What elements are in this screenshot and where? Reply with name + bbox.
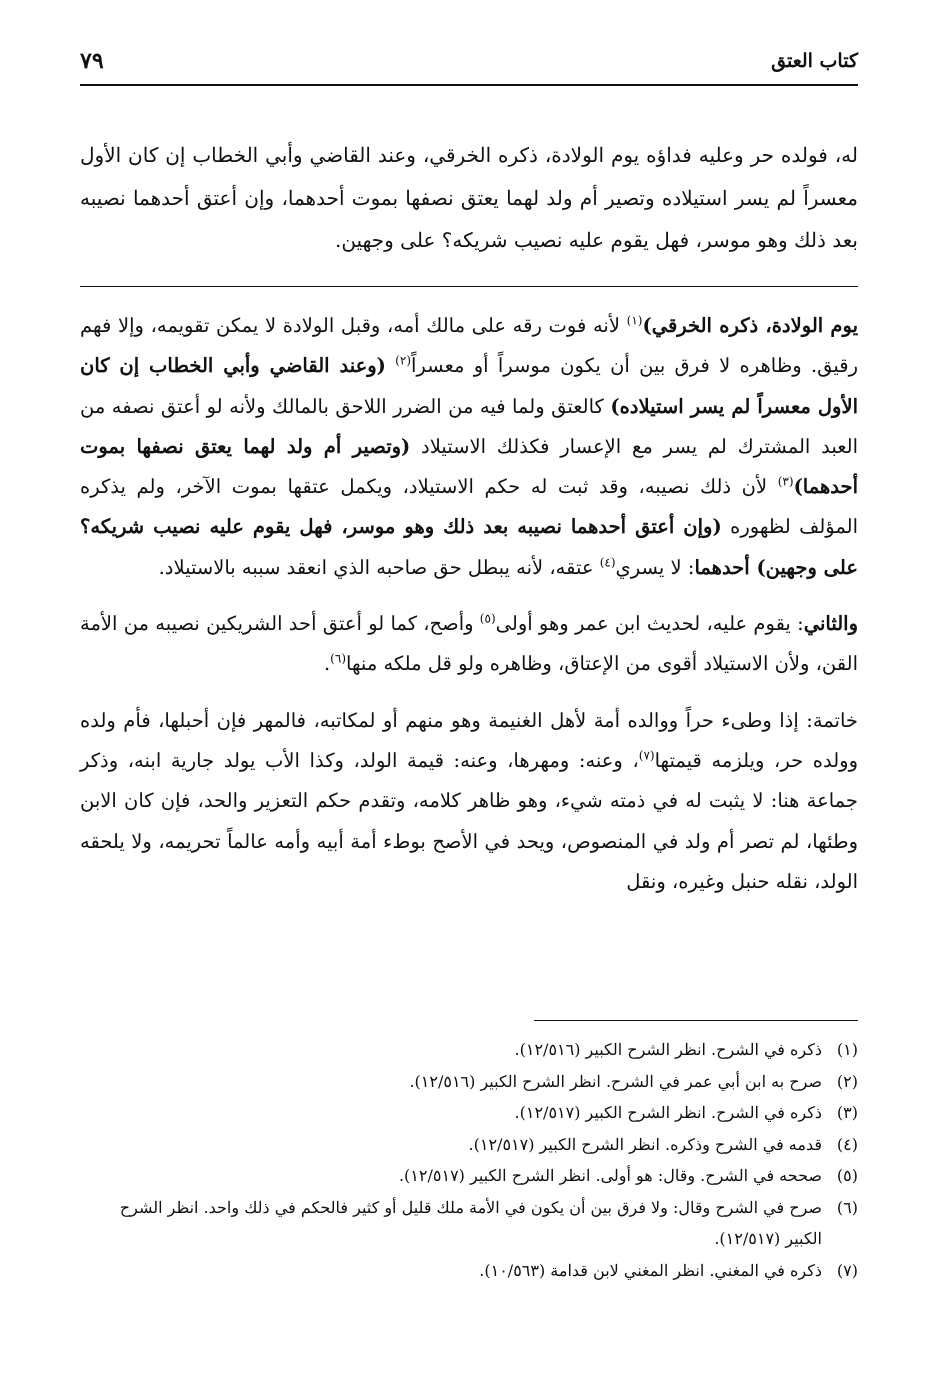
- commentary-text: : يقوم عليه، لحديث ابن عمر وهو أولى: [495, 612, 804, 636]
- commentary-text: لأن ذلك نصيبه، وقد ثبت له حكم الاستيلاد، ويكمل عتقها بموت الآخر، ولم يذكره المؤلف لظهوره: [80, 475, 858, 539]
- commentary-paragraph-1: [80, 306, 858, 588]
- footnote-text: ذكره في الشرح. انظر الشرح الكبير (١٢/٥١٧).: [514, 1103, 822, 1122]
- footnote-number: (٣): [836, 1103, 858, 1122]
- commentary-text: كالعتق ولما فيه من الضرر اللاحق بالمالك ولأنه لو أعتق نصفه من العبد المشترك لم يسر مع الإعسار فكذلك الاستيلاد: [80, 394, 858, 458]
- footnote-ref[interactable]: (٥): [479, 611, 496, 626]
- footnote-text: صرح به ابن أبي عمر في الشرح. انظر الشرح الكبير (١٢/٥١٦).: [409, 1071, 822, 1091]
- running-header: [80, 38, 858, 86]
- quoted-matn: (وعند القاضي وأبي الخطاب إن كان الأول معسراً لم يسر استيلاده): [80, 354, 858, 418]
- footnote-ref[interactable]: (٦): [330, 651, 346, 666]
- footnote-text: ذكره في المغني. انظر المغني لابن قدامة (١٠/٥٦٣).: [479, 1260, 822, 1280]
- footnote-text: صححه في الشرح. وقال: هو أولى. انظر الشرح الكبير (١٢/٥١٧).: [398, 1166, 822, 1185]
- footnote: [80, 1129, 858, 1161]
- footnote-ref[interactable]: (١): [626, 313, 643, 328]
- footnote: [80, 1192, 858, 1255]
- commentary-text: ، وعنه: ومهرها، وعنه: قيمة الولد، وكذا الأب يولد جارية ابنه، وذكر جماعة هنا: لا يثبت له في ذمته شيء، وهو ظاهر كلامه، وتقدم حكم التعزير والحد، فإن كان الابن وطئها، لم تصر أم ولد في المنصوص، ويحد في الأصح بوطء أمة أبيه وأمه عالماً تحريمه، ولا يلحقه الولد، نقله حنبل وغيره، ونقل: [80, 748, 858, 893]
- commentary-text: وأصح، كما لو أعتق أحد الشريكين نصيبه من الأمة القن، ولأن الاستيلاد أقوى من الإعتاق، وظاهره ولو قل ملكه منها: [80, 612, 858, 676]
- footnote-number: (٦): [836, 1197, 858, 1217]
- footnote-text: ذكره في الشرح. انظر الشرح الكبير (١٢/٥١٦).: [514, 1040, 822, 1059]
- footnote-number: (٧): [836, 1260, 858, 1280]
- book-title: كتاب العتق: [771, 50, 858, 72]
- commentary: [80, 306, 858, 918]
- footnote-text: قدمه في الشرح وذكره. انظر الشرح الكبير (١٢/٥١٧).: [468, 1134, 822, 1154]
- footnote-divider: [534, 1020, 858, 1021]
- quoted-matn: (وتصير أم ولد لهما يعتق نصفها بموت أحدهما): [80, 434, 858, 499]
- footnote-ref[interactable]: (٧): [638, 748, 655, 763]
- book-page: [80, 38, 858, 1358]
- matn-text: له، فولده حر وعليه فداؤه يوم الولادة، ذكره الخرقي، وعند القاضي وأبي الخطاب إن كان الأول معسراً لم يسر استيلاده وتصير أم ولد لهما يعتق نصفها بموت أحدهما، وإن أعتق أحدهما نصيبه بعد ذلك وهو موسر، فهل يقوم عليه نصيب شريكه؟ على وجهين.: [80, 143, 858, 252]
- quoted-matn: يوم الولادة، ذكره الخرقي): [642, 314, 859, 337]
- page-number: ٧٩: [80, 48, 104, 74]
- footnote-number: (١): [836, 1040, 858, 1059]
- commentary-text: خاتمة: إذا وطىء حراً ووالده أمة لأهل الغنيمة وهو منهم أو لمكاتبه، فالمهر فإن أحبلها، فأم ولده وولده حر، ويلزمه قيمتها: [80, 708, 858, 772]
- space: [386, 354, 395, 377]
- footnote: [80, 1097, 858, 1129]
- footnote-ref[interactable]: (٣): [777, 474, 794, 489]
- footnote: [80, 1160, 858, 1192]
- footnote-text: صرح في الشرح وقال: ولا فرق بين أن يكون في الأمة ملك قليل أو كثير فالحكم في ذلك واحد. انظر الشرح الكبير (١٢/٥١٧).: [119, 1197, 822, 1248]
- commentary-text: : لا يسري: [615, 555, 695, 579]
- commentary-text: .: [323, 652, 331, 676]
- section-divider: [80, 286, 858, 287]
- footnote: [80, 1066, 858, 1098]
- footnote-ref[interactable]: (٢): [395, 353, 411, 368]
- footnote-number: (٢): [836, 1071, 858, 1091]
- footnote-number: (٤): [836, 1134, 858, 1154]
- commentary-paragraph-2: [80, 604, 858, 685]
- footnotes: [80, 1034, 858, 1286]
- commentary-text: لأنه فوت رقه على مالك أمه، وقبل الولادة لا يمكن تقويمه، وإلا فهم رقيق. وظاهره لا فرق بين أن يكون موسراً أو معسراً: [80, 314, 859, 378]
- commentary-paragraph-3: [80, 701, 858, 902]
- footnote-number: (٥): [836, 1166, 858, 1185]
- commentary-text: عتقه، لأنه يبطل حق صاحبه الذي انعقد سببه بالاستيلاد.: [158, 555, 600, 579]
- footnote: [80, 1034, 858, 1066]
- quoted-matn: (وإن أعتق أحدهما نصيبه بعد ذلك وهو موسر، فهل يقوم عليه نصيب شريكه؟ على وجهين) أحدهما: [80, 515, 858, 579]
- quoted-matn: والثاني: [803, 612, 858, 636]
- footnote-ref[interactable]: (٤): [599, 555, 616, 570]
- footnote: [80, 1255, 858, 1287]
